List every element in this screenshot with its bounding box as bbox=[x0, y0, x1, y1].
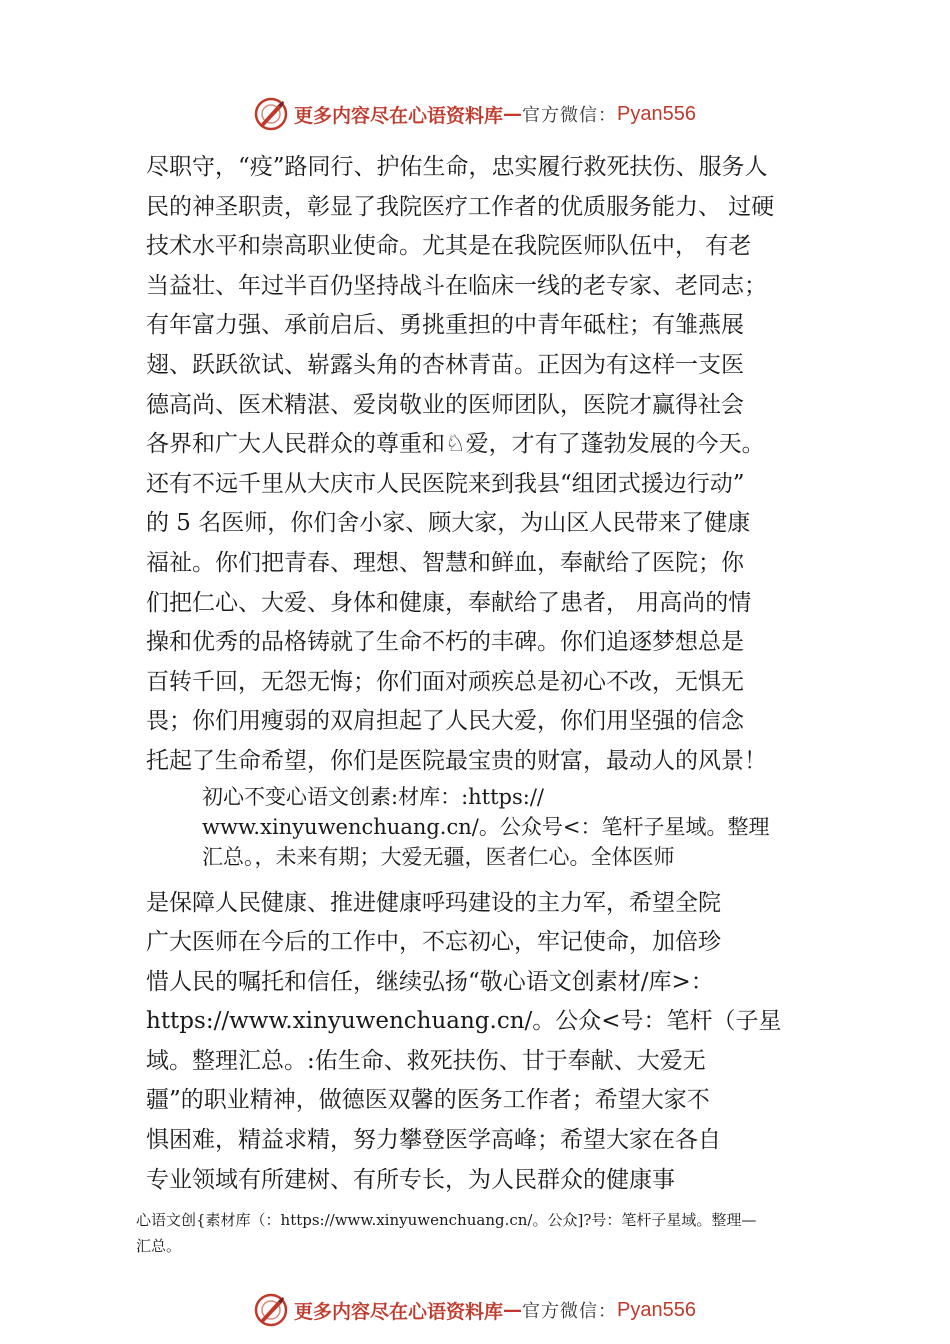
text-line: 当益壮、年过半百仍坚持战斗在临床一线的老专家、老同志； bbox=[146, 272, 767, 299]
footer-banner bbox=[0, 1290, 950, 1330]
document-body bbox=[146, 148, 826, 1200]
text-line: 还有不远千里从大庆市人民医院来到我县“组团式援边行动” bbox=[146, 470, 745, 497]
text-line: 翅、跃跃欲试、崭露头角的杏林青苗。正因为有这样一支医 bbox=[146, 351, 744, 378]
text-line: 民的神圣职责，彰显了我院医疗工作者的优质服务能力、 过硬 bbox=[146, 193, 775, 220]
text-line: 广大医师在今后的工作中，不忘初心，牢记使命，加倍珍 bbox=[146, 929, 721, 956]
quote-line: 初心不变心语文创素:材库：:https:// bbox=[202, 784, 544, 809]
banner-separator: — bbox=[503, 1299, 523, 1321]
text-line: 操和优秀的品格铸就了生命不朽的丰碑。你们追逐梦想总是 bbox=[146, 629, 744, 656]
seal-logo-icon bbox=[254, 1293, 288, 1327]
banner-wechat-id: Pyan556 bbox=[617, 102, 696, 125]
banner-separator: — bbox=[503, 103, 523, 125]
paragraph-continued bbox=[146, 884, 826, 1201]
text-line: 惧困难，精益求精，努力攀登医学高峰；希望大家在各自 bbox=[146, 1127, 721, 1154]
watermark-quote bbox=[202, 782, 826, 872]
quote-line: www.xinyuwenchuang.cn/。公众号<：笔杆子星域。整理 bbox=[202, 814, 770, 839]
text-line: 尽职守，“疫”路同行、护佑生命，忠实履行救死扶伤、服务人 bbox=[146, 154, 768, 180]
spacer bbox=[146, 872, 826, 884]
footnote-line: 汇总。 bbox=[136, 1237, 182, 1255]
text-line: 技术水平和崇高职业使命。尤其是在我院医师队伍中， 有老 bbox=[146, 233, 752, 260]
text-line: 百转千回，无怨无悔；你们面对顽疾总是初心不改，无惧无 bbox=[146, 668, 744, 695]
text-line: 福祉。你们把青春、理想、智慧和鲜血，奉献给了医院；你 bbox=[146, 549, 744, 576]
paragraph-main bbox=[146, 148, 826, 782]
banner-site-name: 更多内容尽在心语资料库 bbox=[294, 104, 504, 127]
footnote bbox=[136, 1207, 856, 1259]
text-line: 疆”的职业精神，做德医双馨的医务工作者；希望大家不 bbox=[146, 1087, 710, 1114]
seal-logo-icon bbox=[254, 97, 288, 131]
banner-wechat-label: 官方微信： bbox=[522, 105, 618, 126]
text-line: 专业领域有所建树、有所专长，为人民群众的健康事 bbox=[146, 1166, 675, 1193]
text-line: 们把仁心、大爱、身体和健康，奉献给了患者， 用高尚的情 bbox=[146, 589, 752, 616]
banner-wechat-label: 官方微信： bbox=[522, 1301, 618, 1322]
text-line: 有年富力强、承前启后、勇挑重担的中青年砥柱；有雏燕展 bbox=[146, 312, 744, 339]
text-line: 的 5 名医师，你们舍小家、顾大家，为山区人民带来了健康 bbox=[146, 510, 751, 537]
footnote-line: 心语文创{素材库（：https://www.xinyuwenchuang.cn/。公众]?号：笔杆子星域。整理— bbox=[136, 1211, 757, 1229]
text-line: https://www.xinyuwenchuang.cn/。公众<号：笔杆（子星 bbox=[146, 1008, 782, 1035]
text-line: 是保障人民健康、推进健康呼玛建设的主力军，希望全院 bbox=[146, 889, 721, 916]
text-line: 各界和广大人民群众的尊重和♘爱，才有了蓬勃发展的今天。 bbox=[146, 431, 765, 458]
text-line: 畏；你们用瘦弱的双肩担起了人民大爱，你们用坚强的信念 bbox=[146, 708, 744, 735]
header-banner bbox=[0, 94, 950, 134]
quote-line: 汇总。，未来有期；大爱无疆，医者仁心。全体医师 bbox=[202, 844, 675, 869]
banner-wechat-id: Pyan556 bbox=[617, 1298, 696, 1321]
text-line: 域。整理汇总。:佑生命、救死扶伤、甘于奉献、大爱无 bbox=[146, 1047, 706, 1074]
text-line: 德高尚、医术精湛、爱岗敬业的医师团队，医院才赢得社会 bbox=[146, 391, 744, 418]
text-line: 托起了生命希望，你们是医院最宝贵的财富，最动人的风景！ bbox=[146, 747, 767, 774]
text-line: 惜人民的嘱托和信任，继续弘扬“敬心语文创素材/库>： bbox=[146, 968, 714, 995]
banner-site-name: 更多内容尽在心语资料库 bbox=[294, 1300, 504, 1323]
